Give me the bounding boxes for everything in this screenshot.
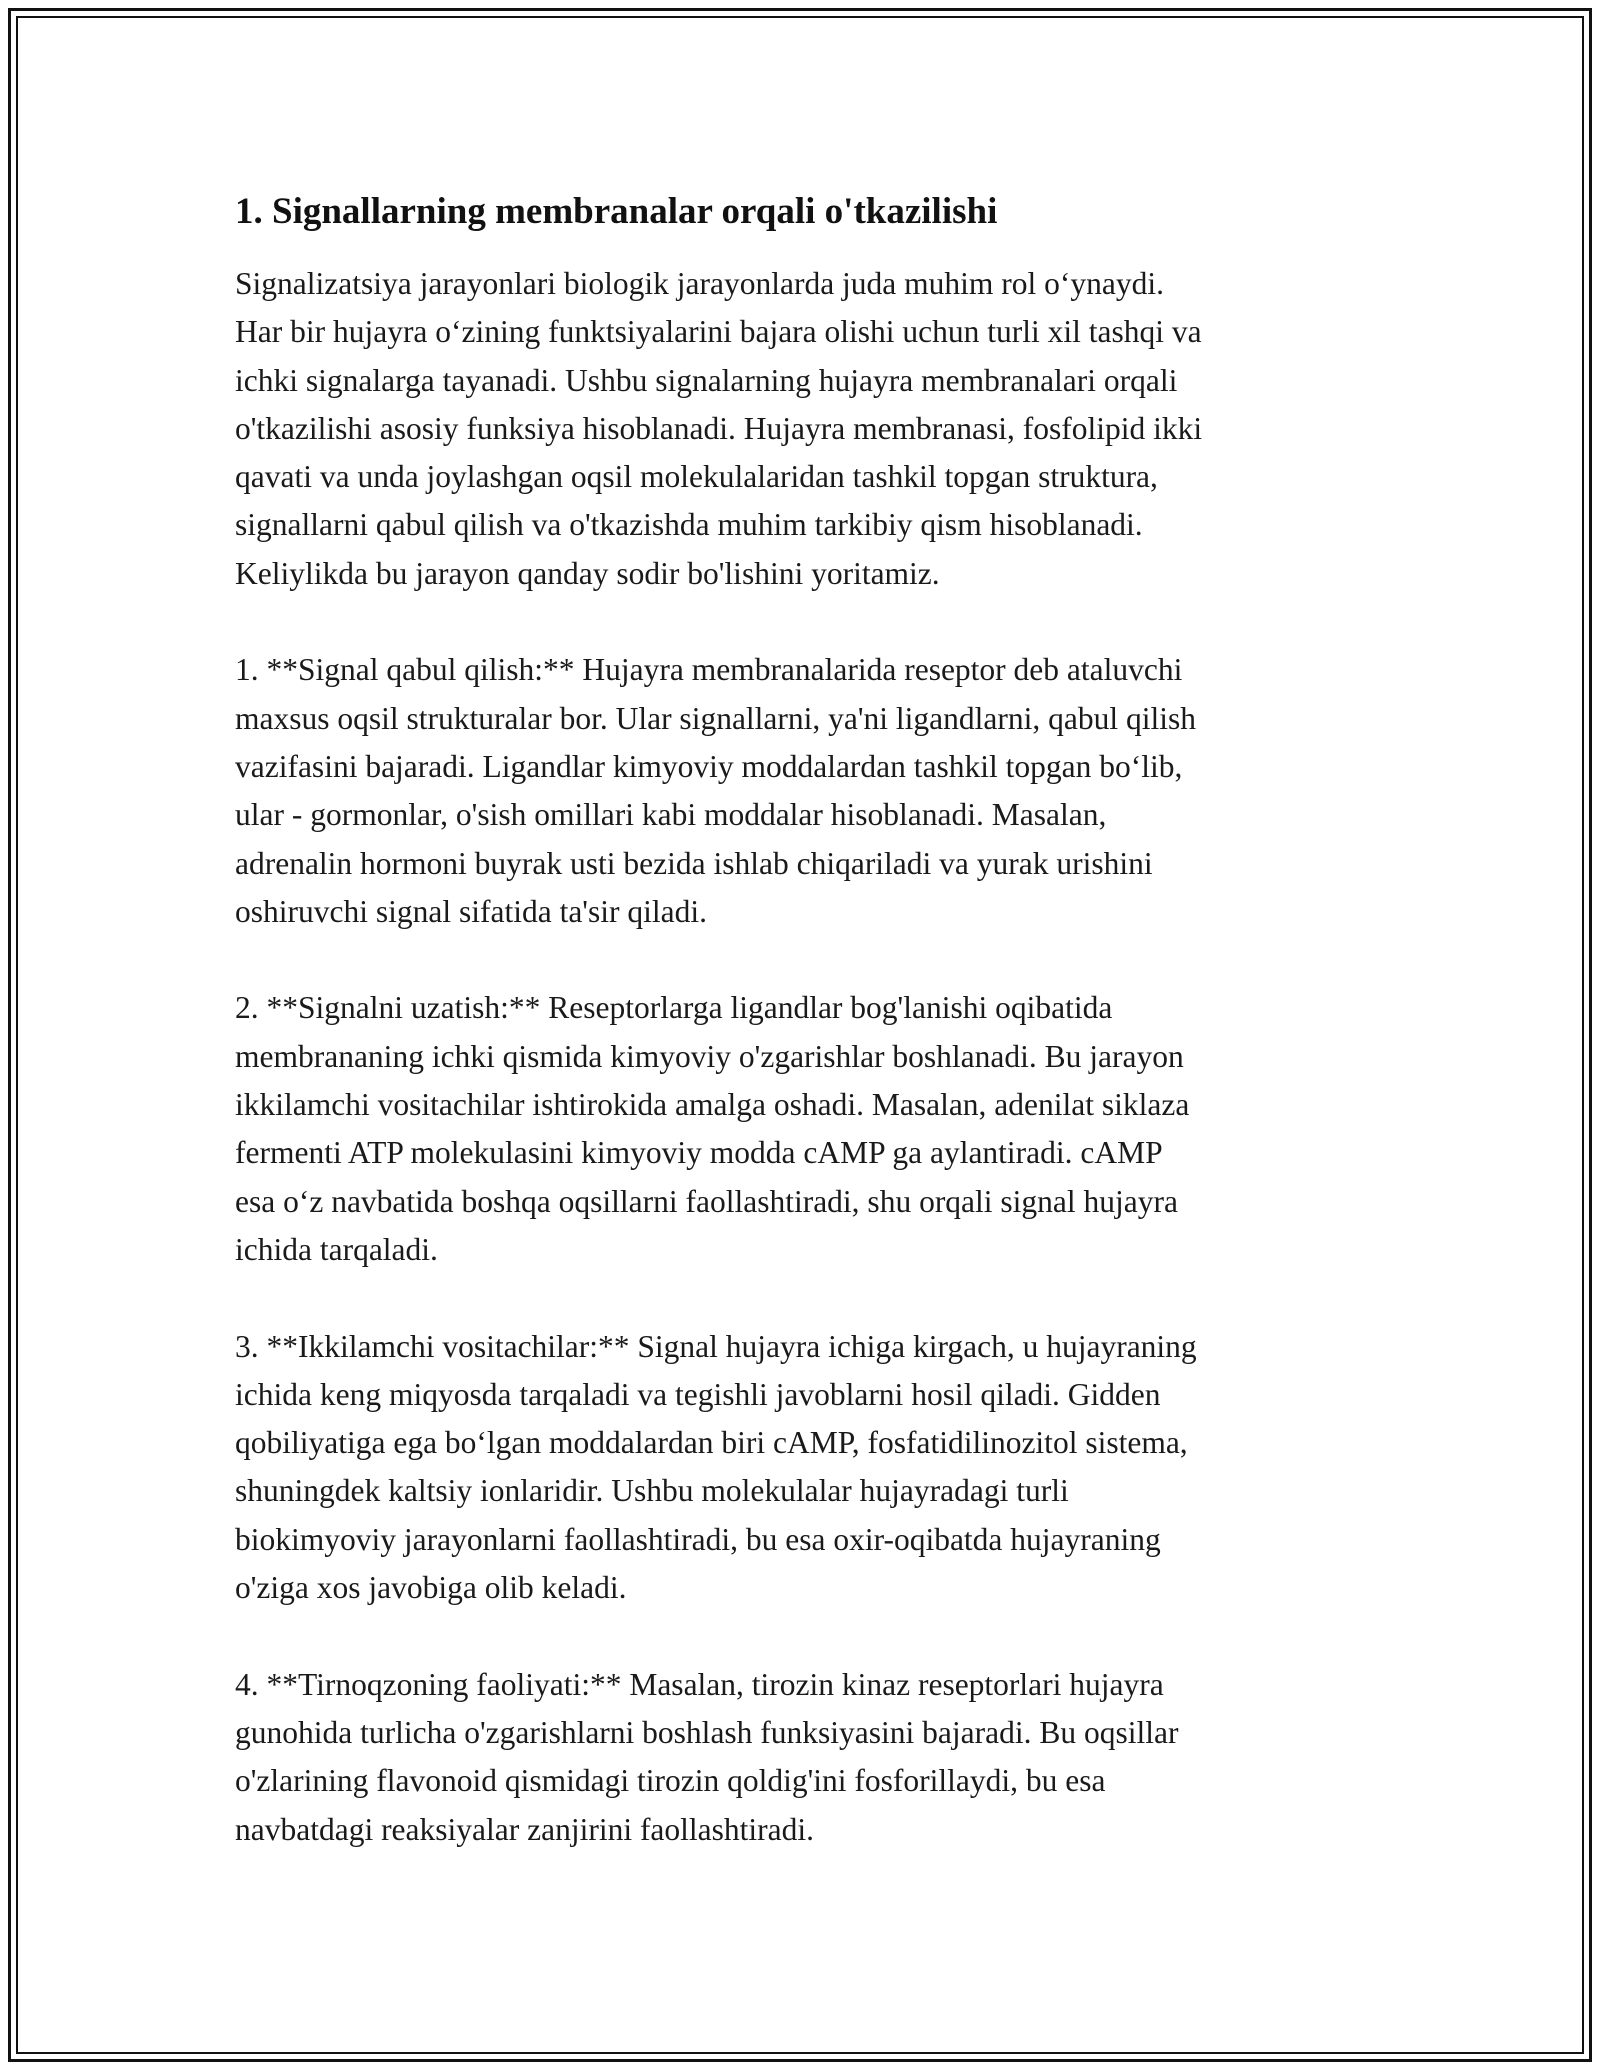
paragraph-second-messengers: 3. **Ikkilamchi vositachilar:** Signal hujayra ichiga kirgach, u hujayraning ichida keng miqyosda tarqaladi va tegishli javoblarni hosil qiladi. Gidden qobiliyatiga ega bo‘lgan moddalardan biri cAMP, fosfatidilinozitol sistema, shuningdek kaltsiy ionlaridir. Ushbu molekulalar hujayradagi turli biokimyoviy jarayonlarni faollashtiradi, bu esa oxir-oqibatda hujayraning o'ziga xos javobiga olib keladi.	[235, 1328, 1197, 1606]
paragraph-signal-reception: 1. **Signal qabul qilish:** Hujayra membranalarida reseptor deb ataluvchi maxsus oqsil strukturalar bor. Ular signallarni, ya'ni ligandlarni, qabul qilish vazifasini bajaradi. Ligandlar kimyoviy moddalardan tashkil topgan bo‘lib, ular - gormonlar, o'sish omillari kabi moddalar hisoblanadi. Masalan, adrenalin hormoni buyrak usti bezida ishlab chiqariladi va yurak urishini oshiruvchi signal sifatida ta'sir qiladi.	[235, 652, 1197, 929]
document-title: 1. Signallarning membranalar orqali o'tkazilishi	[235, 191, 998, 232]
intro-paragraph: Signalizatsiya jarayonlari biologik jarayonlarda juda muhim rol o‘ynaydi. Har bir hujayra o‘zining funktsiyalarini bajara olishi uchun turli xil tashqi va ichki signalarga tayanadi. Ushbu signalarning hujayra membranalari orqali o'tkazilishi asosiy funksiya hisoblanadi. Hujayra membranasi, fosfolipid ikki qavati va unda joylashgan oqsil molekulalaridan tashkil topgan struktura, signallarni qabul qilish va o'tkazishda muhim tarkibiy qism hisoblanadi. Keliylikda bu jarayon qanday sodir bo'lishini yoritamiz.	[235, 266, 1203, 591]
paragraph-signal-transmission: 2. **Signalni uzatish:** Reseptorlarga ligandlar bog'lanishi oqibatida membrananing ichki qismida kimyoviy o'zgarishlar boshlanadi. Bu jarayon ikkilamchi vositachilar ishtirokida amalga oshadi. Masalan, adenilat siklaza fermenti ATP molekulasini kimyoviy modda cAMP ga aylantiradi. cAMP esa o‘z navbatida boshqa oqsillarni faollashtiradi, shu orqali signal hujayra ichida tarqaladi.	[235, 990, 1190, 1267]
document-body	[235, 188, 1395, 1902]
paragraph-kinase-activity: 4. **Tirnoqzoning faoliyati:** Masalan, tirozin kinaz reseptorlari hujayra gunohida turlicha o'zgarishlarni boshlash funksiyasini bajaradi. Bu oqsillar o'zlarining flavonoid qismidagi tirozin qoldig'ini fosforillaydi, bu esa navbatdagi reaksiyalar zanjirini faollashtiradi.	[235, 1666, 1179, 1847]
